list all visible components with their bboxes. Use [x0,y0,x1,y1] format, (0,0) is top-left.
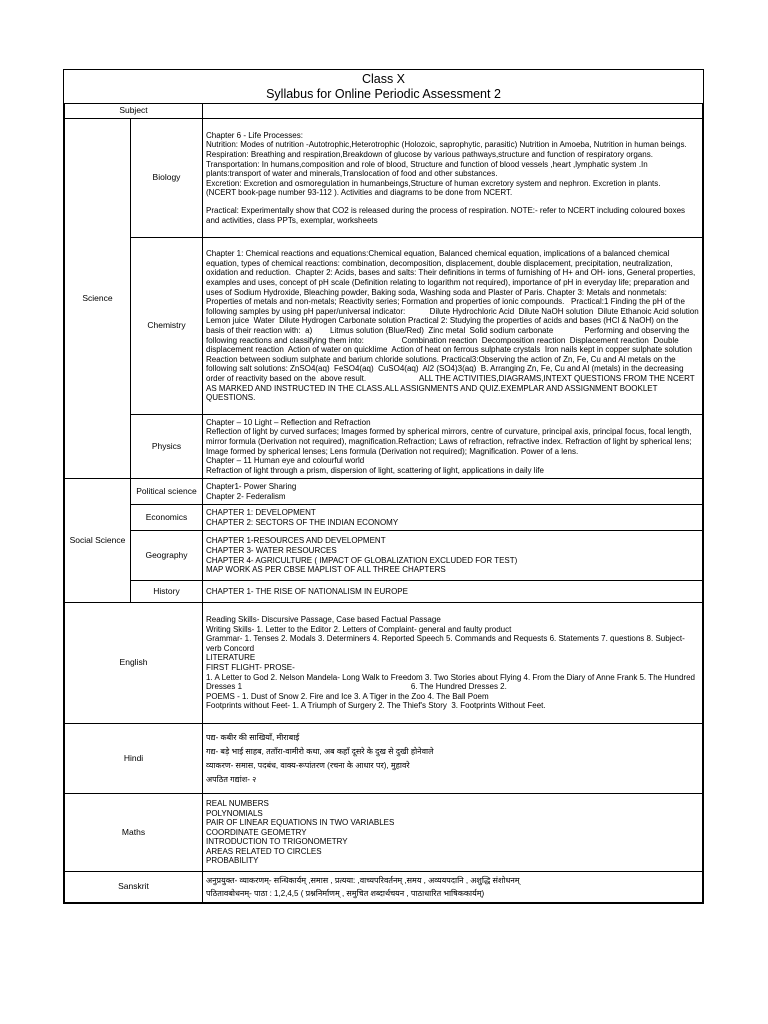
hindi-line: व्याकरण- समास, पदबंध, वाक्य-रूपांतरण (रचना के आधार पर), मुहावरे [206,760,410,770]
hindi-line: अपठित गद्यांश- २ [206,774,257,784]
sanskrit-line: अनुप्रयुक्त- व्याकरणम्- सन्धिकार्यम् ,समास , प्रत्यया: ,वाच्यपरिवर्तनम् ,समय , अव्ययपदानि , अशुद्धि संशोधनम् [206,876,520,885]
geography-line: CHAPTER 1-RESOURCES AND DEVELOPMENT [206,536,386,546]
maths-line: AREAS RELATED TO CIRCLES [206,846,322,856]
history-syllabus [203,581,703,603]
geography-line: MAP WORK AS PER CBSE MAPLIST OF ALL THREE CHAPTERS [206,565,446,575]
hindi-syllabus [203,724,703,794]
subtopic-physics: Physics [131,415,203,479]
economics-row [65,505,703,531]
geography-line: CHAPTER 4- AGRICULTURE ( IMPACT OF GLOBALIZATION EXCLUDED FOR TEST) [206,555,518,565]
political-science-line: Chapter1- Power Sharing [206,481,297,491]
economics-line: CHAPTER 2: SECTORS OF THE INDIAN ECONOMY [206,517,399,527]
title-cell [65,70,703,104]
biology-line: Nutrition: Modes of nutrition -Autotrophic,Heterotrophic (Holozoic, saprophytic, parasitic) Nutrition in Amoeba, Nutrition in human beings. [206,140,687,150]
maths-line: PAIR OF LINEAR EQUATIONS IN TWO VARIABLES [206,818,395,828]
physics-line: Chapter – 10 Light – Reflection and Refraction [206,417,371,427]
sanskrit-syllabus [203,872,703,903]
maths-line: INTRODUCTION TO TRIGONOMETRY [206,837,348,847]
geography-syllabus [203,531,703,581]
biology-practical: Practical: Experimentally show that CO2 is released during the process of respiration. NOTE:- refer to NCERT including coloured boxes and activities, class PPTs, exemplar, worksheets [206,205,688,225]
physics-line: Refraction of light through a prism, dispersion of light, scattering of light, applications in daily life [206,465,544,475]
biology-row [65,119,703,238]
biology-syllabus [203,119,703,238]
biology-line: Respiration: Breathing and respiration,Breakdown of glucose by various pathways,structure and function of respiratory organs. [206,150,653,160]
subtopic-political-science: Political science [131,479,203,505]
chemistry-text: Chapter 1: Chemical reactions and equations:Chemical equation, Balanced chemical equation, implications of a balanced chemical equation, types of chemical reactions: combination, decomposition, displacement, double displacement, precipitation, neutralization, oxidation and reduction. Chapter 2: Acids, bases and salts: Their definitions in terms of furnishing of H+ and OH- ions, General properties, examples and uses, concept of pH scale (Definition relating to logarithm not required), importance of pH in everyday life; preparation and uses of Sodium Hydroxide, Bleaching powder, Baking soda, Washing soda and Plaster of Paris. Chapter 3: Metals and nonmetals: Properties of metals and non-metals; Reactivity series; Formation and properties of ionic compounds. Practical:1 Finding the pH of the following samples by using pH paper/universal indicator: Dilute Hydrochloric Acid Dilute NaOH solution Dilute Ethanoic Acid solution Lemon juice Water Dilute Hydrogen Carbonate solution Practical 2: Studying the properties of acids and bases (HCl & NaOH) on the basis of their reaction with: a) Litmus solution (Blue/Red) Zinc metal Solid sodium carbonate Performing and observing the following reactions and classifying them into: Combination reaction Decomposition reaction Displacement reaction Double displacement reaction Action of water on quicklime Action of heat on ferrous sulphate crystals Iron nails kept in copper sulphate solution Reaction between sodium sulphate and barium chloride solutions. Practical3:Observing the action of Zn, Fe, Cu and Al metals on the following salt solutions: ZnSO4(aq) FeSO4(aq) CuSO4(aq) Al2 (SO4)3(aq) B. Arranging Zn, Fe, Cu and Al (metals) in the decreasing order of reactivity based on the above result. ALL THE ACTIVITIES,DIAGRAMS,INTEXT QUESTIONS FROM THE NCERT AS MARKED AND INSTRUCTED IN THE CLASS.ALL ASSIGNMENTS AND QUIZ.EXEMPLAR AND ASSIGNMENT BOOKLET QUESTIONS. [206,249,704,403]
syllabus-sheet [63,69,704,904]
history-line: CHAPTER 1- THE RISE OF NATIONALISM IN EUROPE [206,586,408,596]
syllabus-table [64,70,703,903]
english-line: Footprints without Feet- 1. A Triumph of Surgery 2. The Thief's Story 3. Footprints Without Feet. [206,701,546,711]
maths-syllabus [203,794,703,872]
geography-row [65,531,703,581]
subject-column-header: Subject [65,104,203,119]
economics-line: CHAPTER 1: DEVELOPMENT [206,507,316,517]
subtopic-history: History [131,581,203,603]
title-row [65,70,703,104]
geography-line: CHAPTER 3- WATER RESOURCES [206,545,337,555]
hindi-row [65,724,703,794]
maths-row [65,794,703,872]
hindi-line: गद्य- बड़े भाई साहब, तताँरा-वामीरो कथा, अब कहाँ दूसरे के दुख से दुखी होनेवाले [206,746,434,756]
subject-english: English [65,603,203,724]
economics-syllabus [203,505,703,531]
maths-line: COORDINATE GEOMETRY [206,827,307,837]
sanskrit-row [65,872,703,903]
english-line: LITERATURE [206,653,256,663]
physics-line: Chapter – 11 Human eye and colourful world [206,456,365,466]
chemistry-syllabus [203,238,703,415]
subject-hindi: Hindi [65,724,203,794]
subtopic-economics: Economics [131,505,203,531]
physics-row [65,415,703,479]
political-science-syllabus [203,479,703,505]
class-title: Class X [361,72,406,86]
biology-line: (NCERT book-page number 93-112 ). Activities and diagrams to be done from NCERT. [206,188,513,198]
subtopic-biology: Biology [131,119,203,238]
subject-social-science: Social Science [65,479,131,603]
maths-line: PROBABILITY [206,856,259,866]
content-column-header [203,104,703,119]
syllabus-title: Syllabus for Online Periodic Assessment 2 [266,87,501,101]
english-line: Grammar- 1. Tenses 2. Modals 3. Determiners 4. Reported Speech 5. Commands and Requests 6. Statements 7. questions 8. Subject- verb Concord [206,634,687,653]
sanskrit-line: पठितावबोधनम्- पाठा : 1,2,4,5 ( प्रश्ननिर्माणम् , समुचित शब्दार्थचयन , पाठाधारित भाषिककार्यम्) [206,889,485,898]
physics-syllabus [203,415,703,479]
english-line: FIRST FLIGHT- PROSE- [206,663,295,672]
maths-line: POLYNOMIALS [206,808,263,818]
maths-line: REAL NUMBERS [206,798,269,808]
subtopic-chemistry: Chemistry [131,238,203,415]
physics-line: Reflection of light by curved surfaces; Images formed by spherical mirrors, centre of curvature, principal axis, principal focus, focal length, mirror formula (Derivation not required), magnification.Refraction; Laws of refraction, refractive index. Refraction of light by spherical lens; Image formed by spherical lenses; Lens formula (Derivation not required); Magnification. Power of a lens. [206,427,694,456]
english-line: 1. A Letter to God 2. Nelson Mandela- Long Walk to Freedom 3. Two Stories about Flying 4. From the Diary of Anne Frank 5. The Hundred Dresses 1 6. The Hundred Dresses 2. [206,672,698,692]
subtopic-geography: Geography [131,531,203,581]
political-science-row [65,479,703,505]
subject-header-row [65,104,703,119]
hindi-line: पद्य- कबीर की साखियाँ, मीराबाई [206,732,300,742]
biology-line: Chapter 6 - Life Processes: [206,130,303,140]
subject-sanskrit: Sanskrit [65,872,203,903]
history-row [65,581,703,603]
english-line: Writing Skills- 1. Letter to the Editor 2. Letters of Complaint- general and faulty product [206,624,512,634]
english-line: Reading Skills- Discursive Passage, Case based Factual Passage [206,615,441,625]
english-syllabus [203,603,703,724]
biology-line: Excretion: Excretion and osmoregulation in humanbeings,Structure of human excretory system and nephron. Excretion in plants. [206,178,661,188]
english-row [65,603,703,724]
subject-science: Science [65,119,131,479]
biology-line: Transportation: In humans,composition and role of blood, Structure and function of blood vessels ,heart ,lymphatic system .In plants:transport of water and minerals,Translocation of food and other substances. [206,159,650,179]
political-science-line: Chapter 2- Federalism [206,491,286,501]
subject-maths: Maths [65,794,203,872]
chemistry-row [65,238,703,415]
english-line: POEMS - 1. Dust of Snow 2. Fire and Ice 3. A Tiger in the Zoo 4. The Ball Poem [206,691,489,701]
